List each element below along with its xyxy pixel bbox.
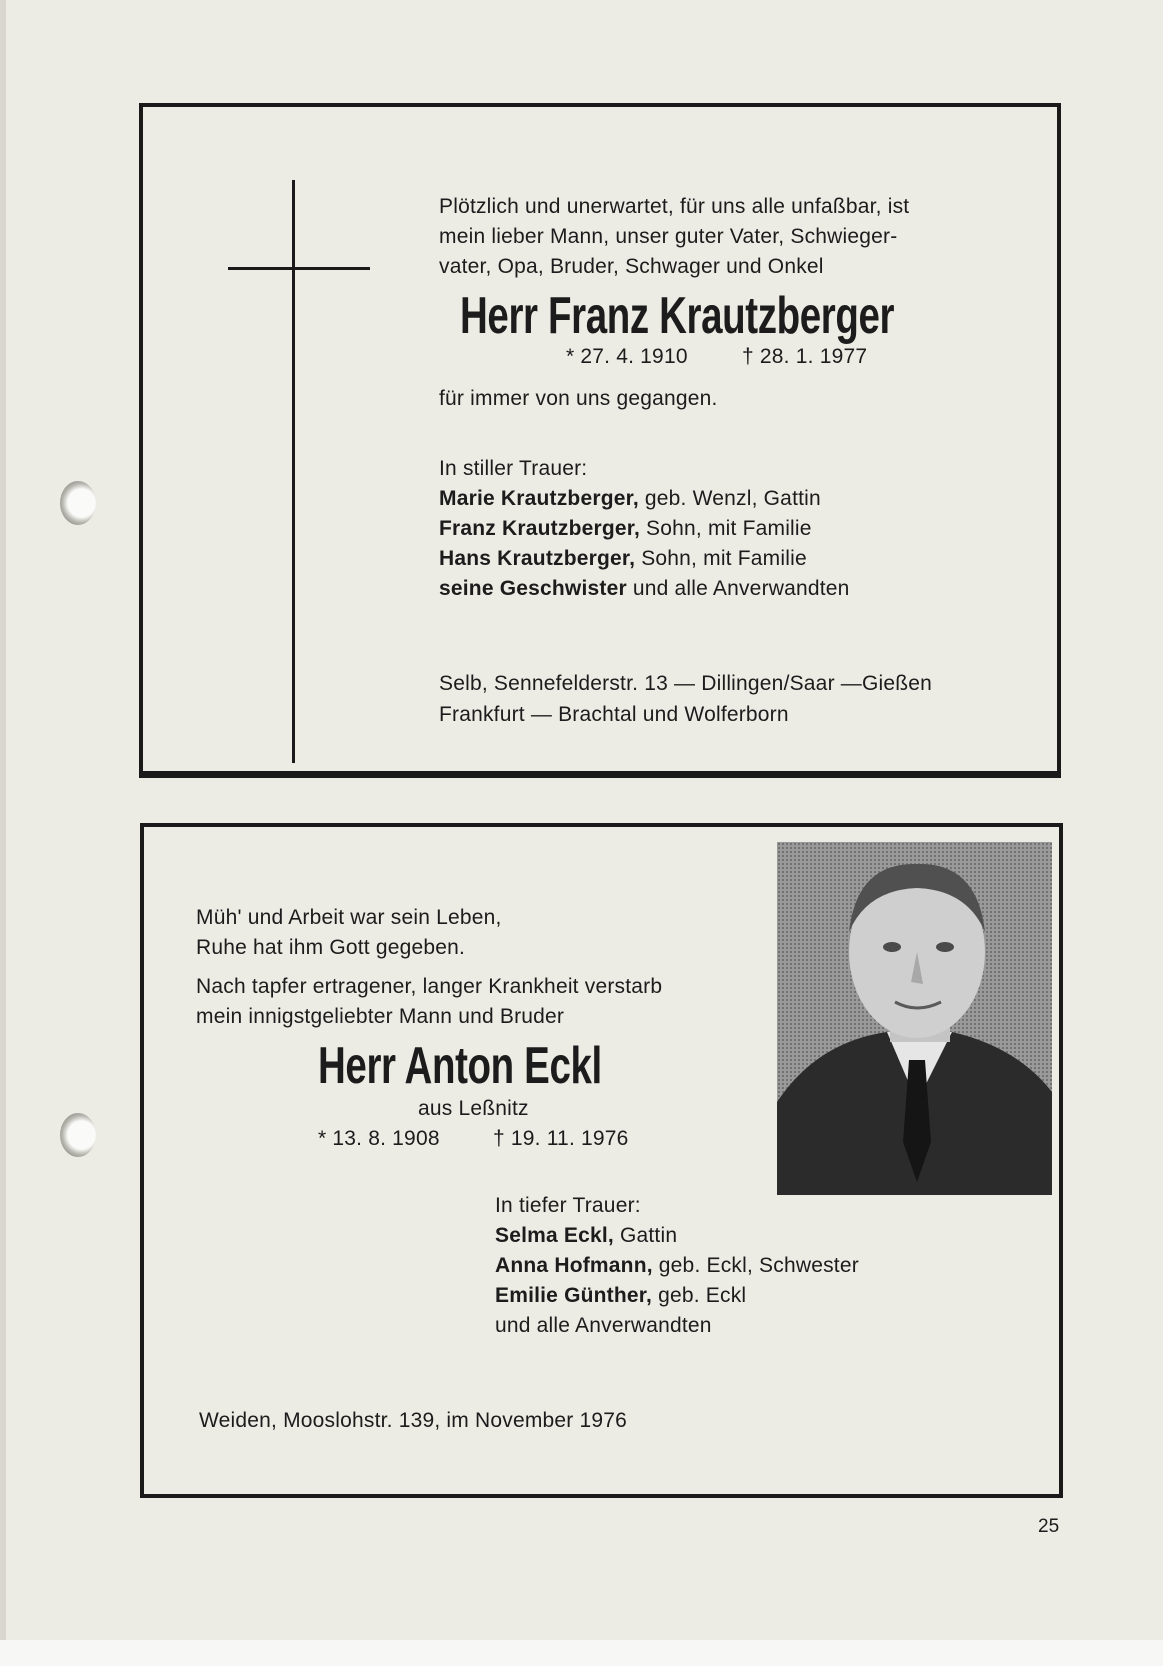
obituary-1-mourner: Hans Krautzberger, Sohn, mit Familie — [439, 547, 807, 570]
obituary-1-place: Selb, Sennefelderstr. 13 — Dillingen/Saar —Gießen — [439, 672, 933, 695]
obituary-2-place-date: Weiden, Mooslohstr. 139, im November 1976 — [199, 1409, 628, 1432]
punch-hole-top — [60, 481, 96, 525]
obituary-1-intro-line: Plötzlich und unerwartet, für uns alle unfaßbar, ist — [439, 195, 910, 218]
obituary-1-name: Herr Franz Krautzberger — [460, 287, 895, 345]
obituary-1-mourning-heading: In stiller Trauer: — [439, 457, 588, 480]
punch-hole-bottom — [60, 1113, 96, 1157]
obituary-2-mourner: und alle Anverwandten — [495, 1314, 712, 1337]
page-bottom-strip — [0, 1640, 1163, 1666]
obituary-2-mourner: Anna Hofmann, geb. Eckl, Schwester — [495, 1254, 859, 1277]
cross-horizontal — [228, 267, 370, 270]
obituary-2-mourner: Selma Eckl, Gattin — [495, 1224, 678, 1247]
obituary-2-intro-line: Nach tapfer ertragener, langer Krankheit verstarb — [196, 975, 663, 998]
obituary-1-intro-line: vater, Opa, Bruder, Schwager und Onkel — [439, 255, 824, 278]
obituary-2-mourner: Emilie Günther, geb. Eckl — [495, 1284, 747, 1307]
obituary-2-birth: * 13. 8. 1908 — [318, 1127, 440, 1150]
page-edge — [0, 0, 6, 1666]
obituary-2-mourning-heading: In tiefer Trauer: — [495, 1194, 641, 1217]
obituary-1-mourner: seine Geschwister und alle Anverwandten — [439, 577, 850, 600]
obituary-2-death: † 19. 11. 1976 — [493, 1127, 629, 1150]
obituary-2-origin: aus Leßnitz — [418, 1097, 529, 1120]
page-number: 25 — [1038, 1516, 1060, 1537]
obituary-1-place: Frankfurt — Brachtal und Wolferborn — [439, 703, 789, 726]
obituary-2-intro-line: Ruhe hat ihm Gott gegeben. — [196, 936, 466, 959]
obituary-1-gone: für immer von uns gegangen. — [439, 387, 718, 410]
obituary-1-intro-line: mein lieber Mann, unser guter Vater, Schwieger- — [439, 225, 898, 248]
obituary-2-name: Herr Anton Eckl — [318, 1037, 602, 1095]
obituary-1-death: † 28. 1. 1977 — [742, 345, 868, 368]
obituary-1-mourner: Marie Krautzberger, geb. Wenzl, Gattin — [439, 487, 821, 510]
obituary-1-mourner: Franz Krautzberger, Sohn, mit Familie — [439, 517, 812, 540]
obituary-1-birth: * 27. 4. 1910 — [566, 345, 688, 368]
obituary-2-intro-line: Müh' und Arbeit war sein Leben, — [196, 906, 502, 929]
portrait-photo — [777, 842, 1052, 1195]
obituary-2-intro-line: mein innigstgeliebter Mann und Bruder — [196, 1005, 565, 1028]
